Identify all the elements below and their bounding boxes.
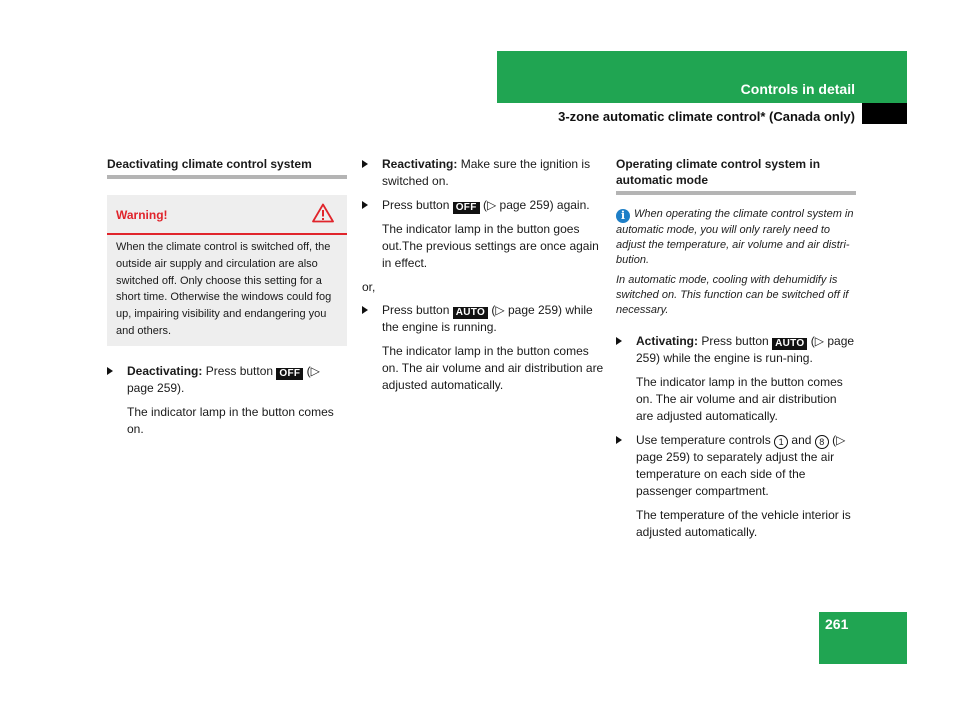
column-1: [107, 156, 347, 438]
page-reference: (▷ page 259) while the engine is running.: [382, 303, 593, 334]
step-note: The indicator lamp in the button comes on. The air volume and air distribution are adjusted automatically.: [382, 344, 604, 392]
step-note: The indicator lamp in the button comes on.: [127, 404, 334, 436]
page-number: 261: [825, 616, 849, 632]
step-text: Press button: [382, 303, 450, 317]
page-subtitle: 3-zone automatic climate control* (Canada only): [558, 109, 855, 124]
page-reference: (▷ page 259).: [127, 363, 320, 395]
step-press-off: [362, 197, 604, 214]
page-reference: (▷ page 259) while the engine is run-ning.: [636, 334, 855, 365]
step-text: Press button: [701, 334, 769, 348]
step-press-auto: [362, 302, 604, 336]
step-text: Press button: [205, 363, 274, 378]
info-note-2: In automatic mode, cooling with dehumidify is switched on. This function can be switched off if necessary.: [616, 274, 849, 316]
bullet-arrow-icon: [362, 201, 368, 209]
step-text: Use temperature controls: [636, 433, 771, 447]
auto-button-icon: AUTO: [453, 307, 488, 319]
warning-triangle-icon: [312, 203, 334, 228]
step-label: Reactivating:: [382, 157, 458, 171]
bullet-arrow-icon: [616, 436, 622, 444]
or-text: or,: [362, 280, 376, 294]
column-2: [362, 156, 604, 394]
warning-header: [107, 195, 347, 235]
step-deactivating: [107, 363, 347, 397]
info-text: When operating the climate control system in automatic mode, you will only rarely need to adjust the temperature, air volume and air distri-bution.: [616, 208, 854, 266]
warning-text: When the climate control is switched off, the outside air supply and circulation are also switched off. Only choose this setting for a short time. Otherwise the windows could fog up, impairing visibility and endangering you and others.: [116, 241, 332, 337]
section-heading: Deactivating climate control system: [107, 156, 347, 179]
off-button-icon: OFF: [276, 368, 303, 380]
section-title: Controls in detail: [740, 81, 855, 97]
step-note: The indicator lamp in the button comes on. The air volume and air distribution are adjusted automatically.: [636, 375, 843, 423]
warning-box: [107, 195, 347, 346]
step-text: Make sure the ignition is switched on.: [382, 157, 591, 188]
section-heading: Operating climate control system in automatic mode: [616, 156, 856, 195]
off-button-icon: OFF: [453, 202, 480, 214]
column-3: [616, 156, 856, 541]
control-number-8-icon: 8: [815, 435, 829, 449]
page-reference: (▷ page 259) again.: [482, 198, 590, 212]
step-note: The indicator lamp in the button goes out.The previous settings are once again in effect.: [382, 222, 599, 270]
step-note: The temperature of the vehicle interior is adjusted automatically.: [636, 508, 851, 539]
bullet-arrow-icon: [362, 306, 368, 314]
and-text: and: [791, 433, 812, 447]
page-reference: (▷ page 259) to separately adjust the air temperature on each side of the passenger compartment.: [636, 433, 846, 498]
step-text: Press button: [382, 198, 450, 212]
step-label: Deactivating:: [127, 363, 203, 378]
bullet-arrow-icon: [107, 367, 113, 375]
step-activating: [616, 333, 856, 367]
info-note: [616, 207, 856, 268]
step-temperature: [616, 432, 856, 500]
bullet-arrow-icon: [616, 337, 622, 345]
bullet-arrow-icon: [362, 160, 368, 168]
auto-button-icon: AUTO: [772, 338, 807, 350]
warning-label: Warning!: [116, 208, 168, 222]
step-reactivating: [362, 156, 604, 190]
step-label: Activating:: [636, 334, 699, 348]
control-number-1-icon: 1: [774, 435, 788, 449]
info-icon: i: [616, 209, 630, 223]
header-tab-marker: [862, 103, 907, 124]
